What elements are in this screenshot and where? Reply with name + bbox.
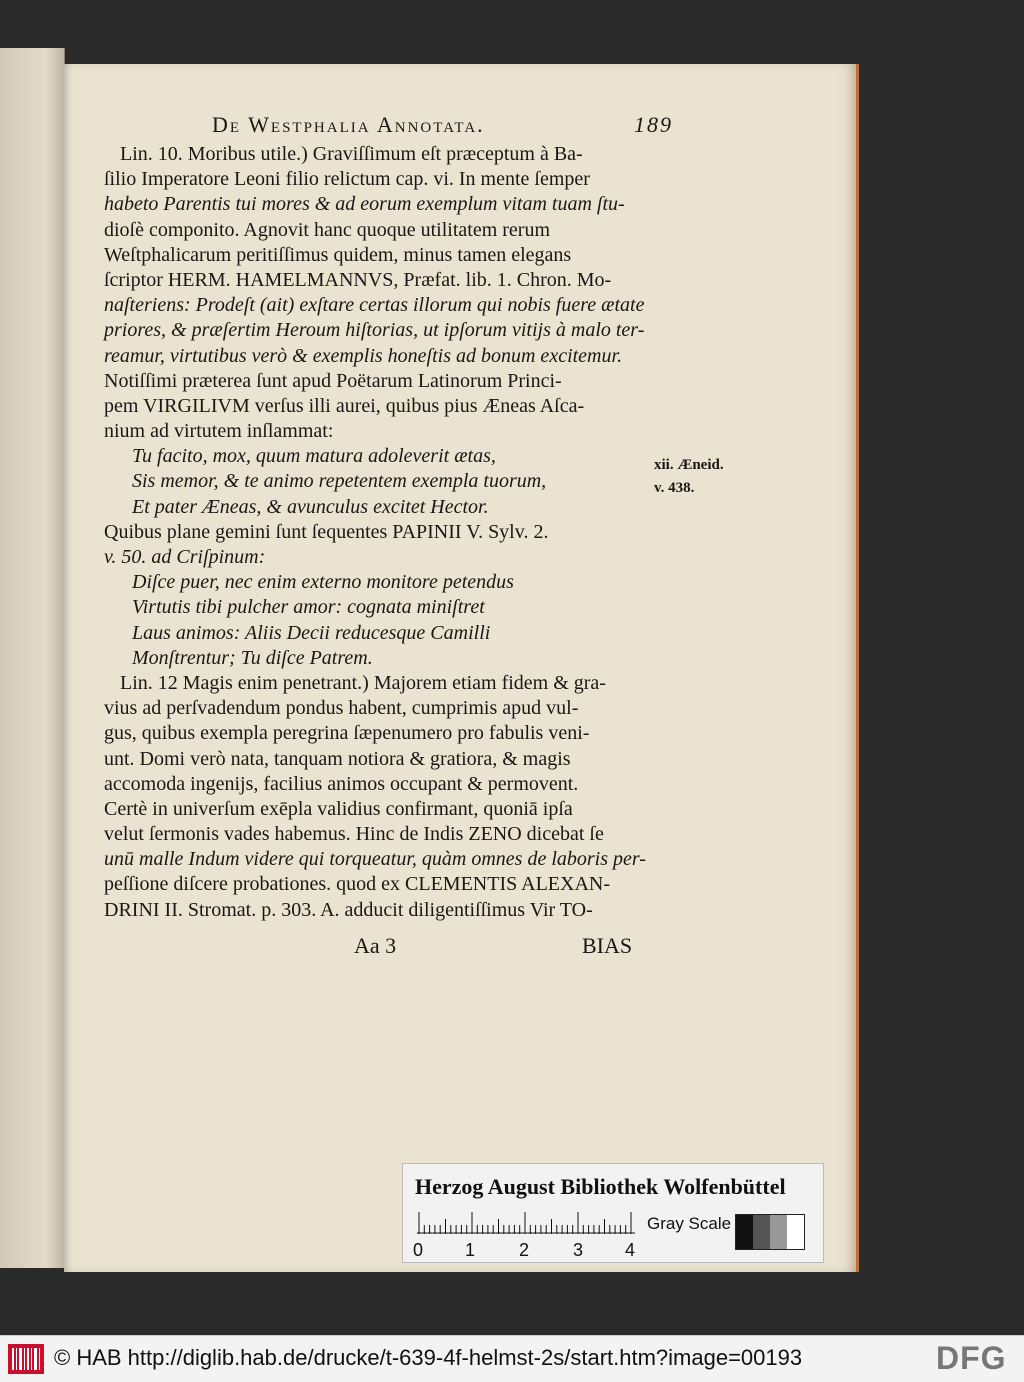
page-text	[104, 108, 704, 963]
text-line: Lin. 10. Moribus utile.) Graviſſimum eſt præceptum à Ba-	[120, 143, 583, 165]
text-line: reamur, virtutibus verò & exemplis honeſtis ad bonum excitemur.	[104, 344, 623, 367]
gray-scale-label: Gray Scale	[647, 1214, 732, 1233]
color-target-card	[402, 1163, 824, 1263]
dfg-logo: DFG	[936, 1340, 1007, 1376]
running-title: De Westphalia Annotata.	[212, 112, 485, 137]
margin-note-line: xii. Æneid.	[654, 457, 724, 473]
text-line: ſilio Imperatore Leoni filio relictum cap. vi. In mente ſemper	[104, 168, 590, 191]
text-line: gus, quibus exempla peregrina ſæpenumero pro fabulis veni-	[104, 722, 590, 745]
text-line: priores, & præſertim Heroum hiſtorias, ut ipſorum vitijs à malo ter-	[104, 319, 645, 342]
text-line: nium ad virtutem inſlammat:	[104, 420, 334, 443]
ruler-ticks	[417, 1212, 635, 1234]
gray-swatch	[787, 1215, 804, 1249]
text-line: unū malle Indum videre qui torqueatur, quàm omnes de laboris per-	[104, 848, 646, 871]
text-line: vius ad perſvadendum pondus habent, cumprimis apud vul-	[104, 697, 579, 720]
text-line: pem VIRGILIVM verſus illi aurei, quibus pius Æneas Aſca-	[104, 394, 585, 417]
text-line: naſteriens: Prodeſt (ait) exſtare certas illorum qui nobis fuere ætate	[104, 294, 645, 317]
copyright-link[interactable]: © HAB http://diglib.hab.de/drucke/t-639-4f-helmst-2s/start.htm?image=00193	[54, 1345, 803, 1370]
text-line: Tu facito, mox, quum matura adoleverit ætas,	[132, 445, 496, 468]
library-name: Herzog August Bibliothek Wolfenbüttel	[415, 1174, 786, 1199]
text-line: Diſce puer, nec enim externo monitore petendus	[132, 571, 514, 594]
text-line: Certè in univerſum exēpla validius confirmant, quoniā ipſa	[104, 797, 573, 820]
ruler-number: 0	[413, 1240, 424, 1260]
text-line: Et pater Æneas, & avunculus excitet Hector.	[132, 495, 489, 518]
ruler-number: 2	[519, 1240, 530, 1260]
text-line: DRINI II. Stromat. p. 303. A. adducit diligentiſſimus Vir TO-	[104, 898, 593, 921]
text-line: accomoda ingenijs, facilius animos occupant & permovent.	[104, 772, 579, 795]
text-line: peſſione diſcere probationes. quod ex CLEMENTIS ALEXAN-	[104, 873, 610, 896]
page-header	[104, 108, 704, 142]
facing-page-edge	[0, 48, 65, 1268]
viewer-footer	[0, 1335, 1024, 1382]
text-line: velut ſermonis vades habemus. Hinc de Indis ZENO dicebat ſe	[104, 823, 604, 846]
catchword: BIAS	[582, 932, 633, 958]
text-line: Weſtphalicarum peritiſſimus quidem, minus tamen elegans	[104, 243, 572, 266]
text-line: ſcriptor HERM. HAMELMANNVS, Præfat. lib. 1. Chron. Mo-	[104, 268, 612, 291]
text-line: v. 50. ad Criſpinum:	[104, 546, 266, 568]
ruler-number: 3	[573, 1240, 584, 1260]
page-foot	[104, 927, 704, 963]
ruler-number: 4	[625, 1240, 636, 1260]
scale-ruler	[417, 1212, 635, 1234]
text-line: Notiſſimi præterea ſunt apud Poëtarum Latinorum Princi-	[104, 369, 562, 392]
margin-note-line: v. 438.	[654, 480, 695, 496]
text-line: unt. Domi verò nata, tanquam notiora & gratiora, & magis	[104, 747, 571, 770]
page-number: 189	[634, 112, 673, 137]
barcode-icon	[8, 1344, 44, 1374]
gray-swatch	[770, 1215, 787, 1249]
gray-swatch	[753, 1215, 770, 1249]
book-page	[64, 64, 859, 1272]
text-line: habeto Parentis tui mores & ad eorum exemplum vitam tuam ſtu-	[104, 193, 625, 216]
gray-swatch	[736, 1215, 753, 1249]
text-line: Lin. 12 Magis enim penetrant.) Majorem etiam fidem & gra-	[120, 671, 606, 694]
ruler-number: 1	[465, 1240, 476, 1260]
text-line: Virtutis tibi pulcher amor: cognata miniſtret	[132, 596, 485, 619]
text-line: Monſtrentur; Tu diſce Patrem.	[132, 646, 373, 669]
signature-mark: Aa 3	[354, 932, 397, 958]
text-line: Quibus plane gemini ſunt ſequentes PAPINII V. Sylv. 2.	[104, 520, 549, 543]
text-line: Laus animos: Aliis Decii reducesque Camilli	[132, 621, 491, 644]
text-lines	[104, 142, 704, 923]
text-line: Sis memor, & te animo repetentem exempla tuorum,	[132, 470, 547, 493]
margin-note	[654, 454, 744, 500]
gray-scale-swatches	[735, 1214, 805, 1250]
text-line: dioſè componito. Agnovit hanc quoque utilitatem rerum	[104, 218, 551, 241]
